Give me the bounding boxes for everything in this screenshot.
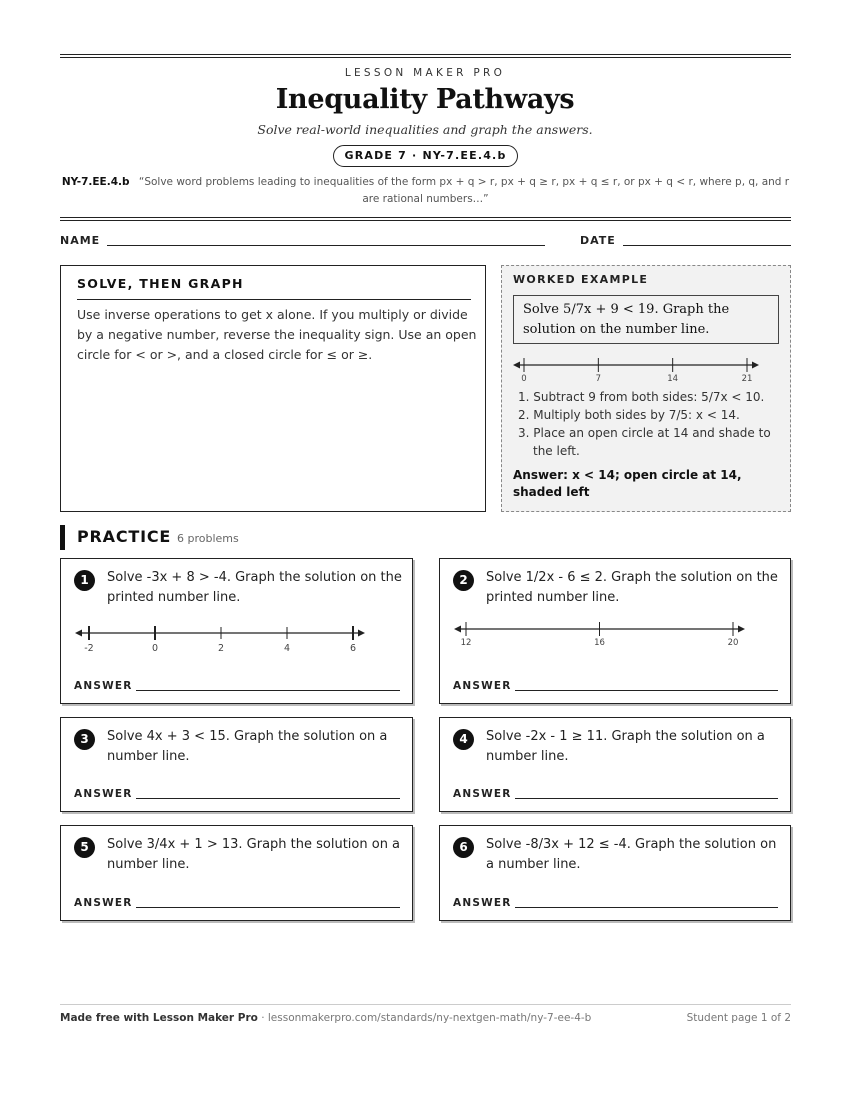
number-line-tick-label: 7 <box>595 374 602 384</box>
answer-field[interactable] <box>515 798 778 799</box>
problem-card-1 <box>60 558 413 704</box>
answer-field[interactable] <box>136 798 400 799</box>
number-line-tick-label: -2 <box>84 643 94 654</box>
answer-label: ANSWER <box>453 680 512 692</box>
problem-number-badge: 1 <box>74 570 95 591</box>
number-line-tick-label: 6 <box>349 643 357 654</box>
number-line-tick-label: 0 <box>521 374 527 384</box>
page-subtitle: Solve real-world inequalities and graph the answers. <box>257 122 593 137</box>
grade-badge: GRADE 7 · NY-7.EE.4.b <box>333 145 518 167</box>
problem-text: Solve 1/2x - 6 ≤ 2. Graph the solution on the printed number line. <box>486 570 778 605</box>
arrow-left-icon <box>75 630 82 637</box>
problem-card-3 <box>60 717 413 812</box>
answer-label: ANSWER <box>74 897 133 909</box>
number-line-tick-label: 0 <box>151 643 159 654</box>
standard-text: “Solve word problems leading to inequalities of the form px + q > r, px + q ≥ r, px + q ≤ r, or px + q < r, where p, q, and r are rational numbers…” <box>138 176 790 205</box>
worked-example-answer: Answer: x < 14; open circle at 14, shaded left <box>513 468 742 499</box>
answer-field[interactable] <box>515 690 778 691</box>
problem-number-badge: 3 <box>74 729 95 750</box>
practice-count: 6 problems <box>177 532 239 545</box>
practice-accent-bar <box>60 525 65 550</box>
problem-number-line[interactable] <box>73 617 373 657</box>
footer-rule <box>60 1004 791 1005</box>
problem-number-badge: 4 <box>453 729 474 750</box>
footer-credit <box>60 1012 591 1024</box>
answer-label: ANSWER <box>74 788 133 800</box>
answer-label: ANSWER <box>453 897 512 909</box>
top-rule <box>60 54 791 58</box>
problem-text: Solve 4x + 3 < 15. Graph the solution on a number line. <box>107 729 388 764</box>
number-line-tick-label: 2 <box>217 643 225 654</box>
standard-code: NY-7.EE.4.b <box>61 176 130 188</box>
problem-card-6 <box>439 825 791 921</box>
practice-title: PRACTICE <box>77 527 172 546</box>
instructions-box <box>60 265 486 512</box>
page-title: Inequality Pathways <box>275 84 575 115</box>
number-line-tick-label: 20 <box>727 638 739 648</box>
problem-number-badge: 2 <box>453 570 474 591</box>
standard-description <box>60 174 791 208</box>
worked-step: 3. Place an open circle at 14 and shade to the left. <box>518 426 771 458</box>
worked-step: 2. Multiply both sides by 7/5: x < 14. <box>518 408 740 422</box>
problem-text: Solve -2x - 1 ≥ 11. Graph the solution on a number line. <box>486 729 765 764</box>
arrow-left-icon <box>454 626 461 633</box>
problem-number-badge: 6 <box>453 837 474 858</box>
problem-card-4 <box>439 717 791 812</box>
arrow-right-icon <box>738 626 745 633</box>
instructions-heading: SOLVE, THEN GRAPH <box>77 276 244 291</box>
number-line-tick-label: 21 <box>741 374 753 384</box>
worked-example-box <box>501 265 791 512</box>
answer-field[interactable] <box>136 907 400 908</box>
answer-label: ANSWER <box>74 680 133 692</box>
number-line-tick-label: 14 <box>667 374 679 384</box>
problem-text: Solve -8/3x + 12 ≤ -4. Graph the solution on a number line. <box>486 837 777 872</box>
arrow-right-icon <box>752 362 759 369</box>
arrow-left-icon <box>513 362 520 369</box>
worked-step: 1. Subtract 9 from both sides: 5/7x < 10. <box>518 390 765 404</box>
name-label: NAME <box>60 234 101 247</box>
number-line-tick-label: 16 <box>594 638 605 648</box>
answer-field[interactable] <box>515 907 778 908</box>
problem-card-2 <box>439 558 791 704</box>
worked-example-steps <box>518 388 784 460</box>
number-line-tick-label: 12 <box>460 638 472 648</box>
problem-text: Solve 3/4x + 1 > 13. Graph the solution on a number line. <box>107 837 401 872</box>
brand-label: LESSON MAKER PRO <box>344 67 506 79</box>
problem-number-line[interactable] <box>452 617 752 657</box>
date-field[interactable] <box>623 245 791 246</box>
problem-card-5 <box>60 825 413 921</box>
arrow-right-icon <box>358 630 365 637</box>
number-line-tick-label: 4 <box>283 643 291 654</box>
answer-field[interactable] <box>136 690 400 691</box>
worked-example-prompt: Solve 5/7x + 9 < 19. Graph the solution on the number line. <box>513 295 779 344</box>
worked-example-heading: WORKED EXAMPLE <box>513 273 649 286</box>
instructions-divider <box>77 299 471 300</box>
instructions-text: Use inverse operations to get x alone. If you multiply or divide by a negative number, reverse the inequality sign. Use an open circle for < or >, and a closed circle for ≤ or ≥. <box>77 307 477 362</box>
problem-text: Solve -3x + 8 > -4. Graph the solution on the printed number line. <box>107 570 402 605</box>
footer-page-number: Student page 1 of 2 <box>686 1012 791 1024</box>
footer-brand: Made free with Lesson Maker Pro <box>60 1012 258 1024</box>
answer-label: ANSWER <box>453 788 512 800</box>
footer-url[interactable]: · lessonmakerpro.com/standards/ny-nextgen-math/ny-7-ee-4-b <box>257 1012 592 1024</box>
name-field[interactable] <box>107 245 545 246</box>
problem-number-badge: 5 <box>74 837 95 858</box>
date-label: DATE <box>580 234 616 247</box>
header-bottom-rule <box>60 217 791 221</box>
worked-example-number-line <box>511 353 761 385</box>
